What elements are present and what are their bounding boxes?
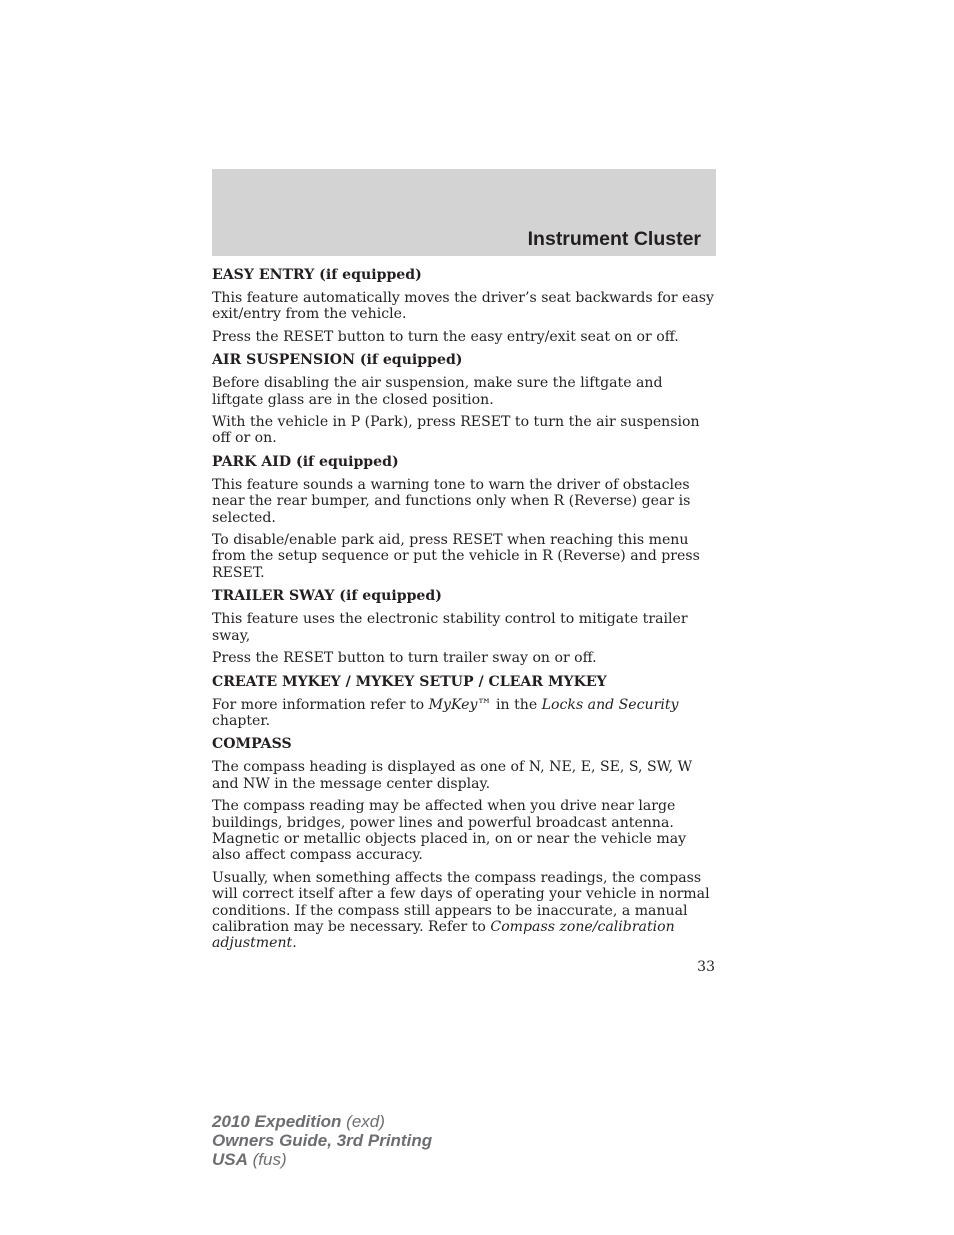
text-run: For more information refer to	[212, 696, 429, 713]
footer-line-model	[212, 1112, 432, 1131]
paragraph: This feature automatically moves the driver’s seat backwards for easy exit/entry from the vehicle.	[212, 290, 714, 323]
paragraph: The compass heading is displayed as one of N, NE, E, SE, S, SW, W and NW in the message center display.	[212, 759, 693, 792]
page-number: 33	[697, 959, 715, 975]
text-run: Usually, when something affects the compass readings, the compass will correct itself after a few days of operating your vehicle in normal conditions. If the compass still appears to be inaccurate, a manual calibration may be necessary. Refer to	[212, 869, 710, 935]
footer-region-code: (fus)	[247, 1150, 287, 1169]
chapter-reference: Locks and Security	[541, 696, 679, 713]
footer-line-guide	[212, 1131, 432, 1150]
heading-easy-entry: EASY ENTRY (if equipped)	[212, 267, 422, 283]
paragraph: This feature sounds a warning tone to warn the driver of obstacles near the rear bumper, and functions only when R (Reverse) gear is selected.	[212, 476, 691, 526]
paragraph: This feature uses the electronic stability control to mitigate trailer sway,	[212, 611, 688, 644]
paragraph: To disable/enable park aid, press RESET when reaching this menu from the setup sequence or put the vehicle in R (Reverse) and press RESET.	[212, 532, 700, 581]
heading-compass: COMPASS	[212, 736, 292, 753]
section-header-band	[212, 169, 716, 256]
paragraph: Press the RESET button to turn the easy entry/exit seat on or off.	[212, 328, 679, 345]
heading-park-aid: PARK AID (if equipped)	[212, 453, 399, 470]
paragraph: Press the RESET button to turn trailer sway on or off.	[212, 650, 597, 667]
text-run: in the	[491, 696, 542, 713]
footer-model: 2010 Expedition	[212, 1112, 342, 1131]
section-title: Instrument Cluster	[527, 228, 701, 250]
paragraph-mykey-reference	[212, 697, 716, 730]
text-run: .	[292, 935, 297, 952]
footer-line-region	[212, 1150, 432, 1169]
footer-region: USA	[212, 1150, 248, 1169]
page-content	[212, 266, 716, 958]
heading-air-suspension: AIR SUSPENSION (if equipped)	[212, 352, 463, 369]
paragraph: With the vehicle in P (Park), press RESET to turn the air suspension off or on.	[212, 414, 700, 447]
heading-trailer-sway: TRAILER SWAY (if equipped)	[212, 588, 442, 605]
heading-mykey: CREATE MYKEY / MYKEY SETUP / CLEAR MYKEY	[212, 673, 607, 690]
mykey-reference: MyKey™	[428, 696, 492, 713]
paragraph-compass-calibration	[212, 870, 716, 952]
calibration-reference: Compass zone/calibration adjustment	[212, 918, 675, 952]
paragraph: The compass reading may be affected when you drive near large buildings, bridges, power lines and powerful broadcast antenna. Magnetic or metallic objects placed in, on or near the vehicle may also affect compass accuracy.	[212, 798, 687, 864]
footer-guide: Owners Guide, 3rd Printing	[212, 1131, 433, 1150]
paragraph: Before disabling the air suspension, make sure the liftgate and liftgate glass are in the closed position.	[212, 375, 663, 408]
document-footer	[212, 1112, 432, 1169]
footer-model-code: (exd)	[341, 1112, 385, 1131]
text-run: chapter.	[212, 712, 271, 729]
